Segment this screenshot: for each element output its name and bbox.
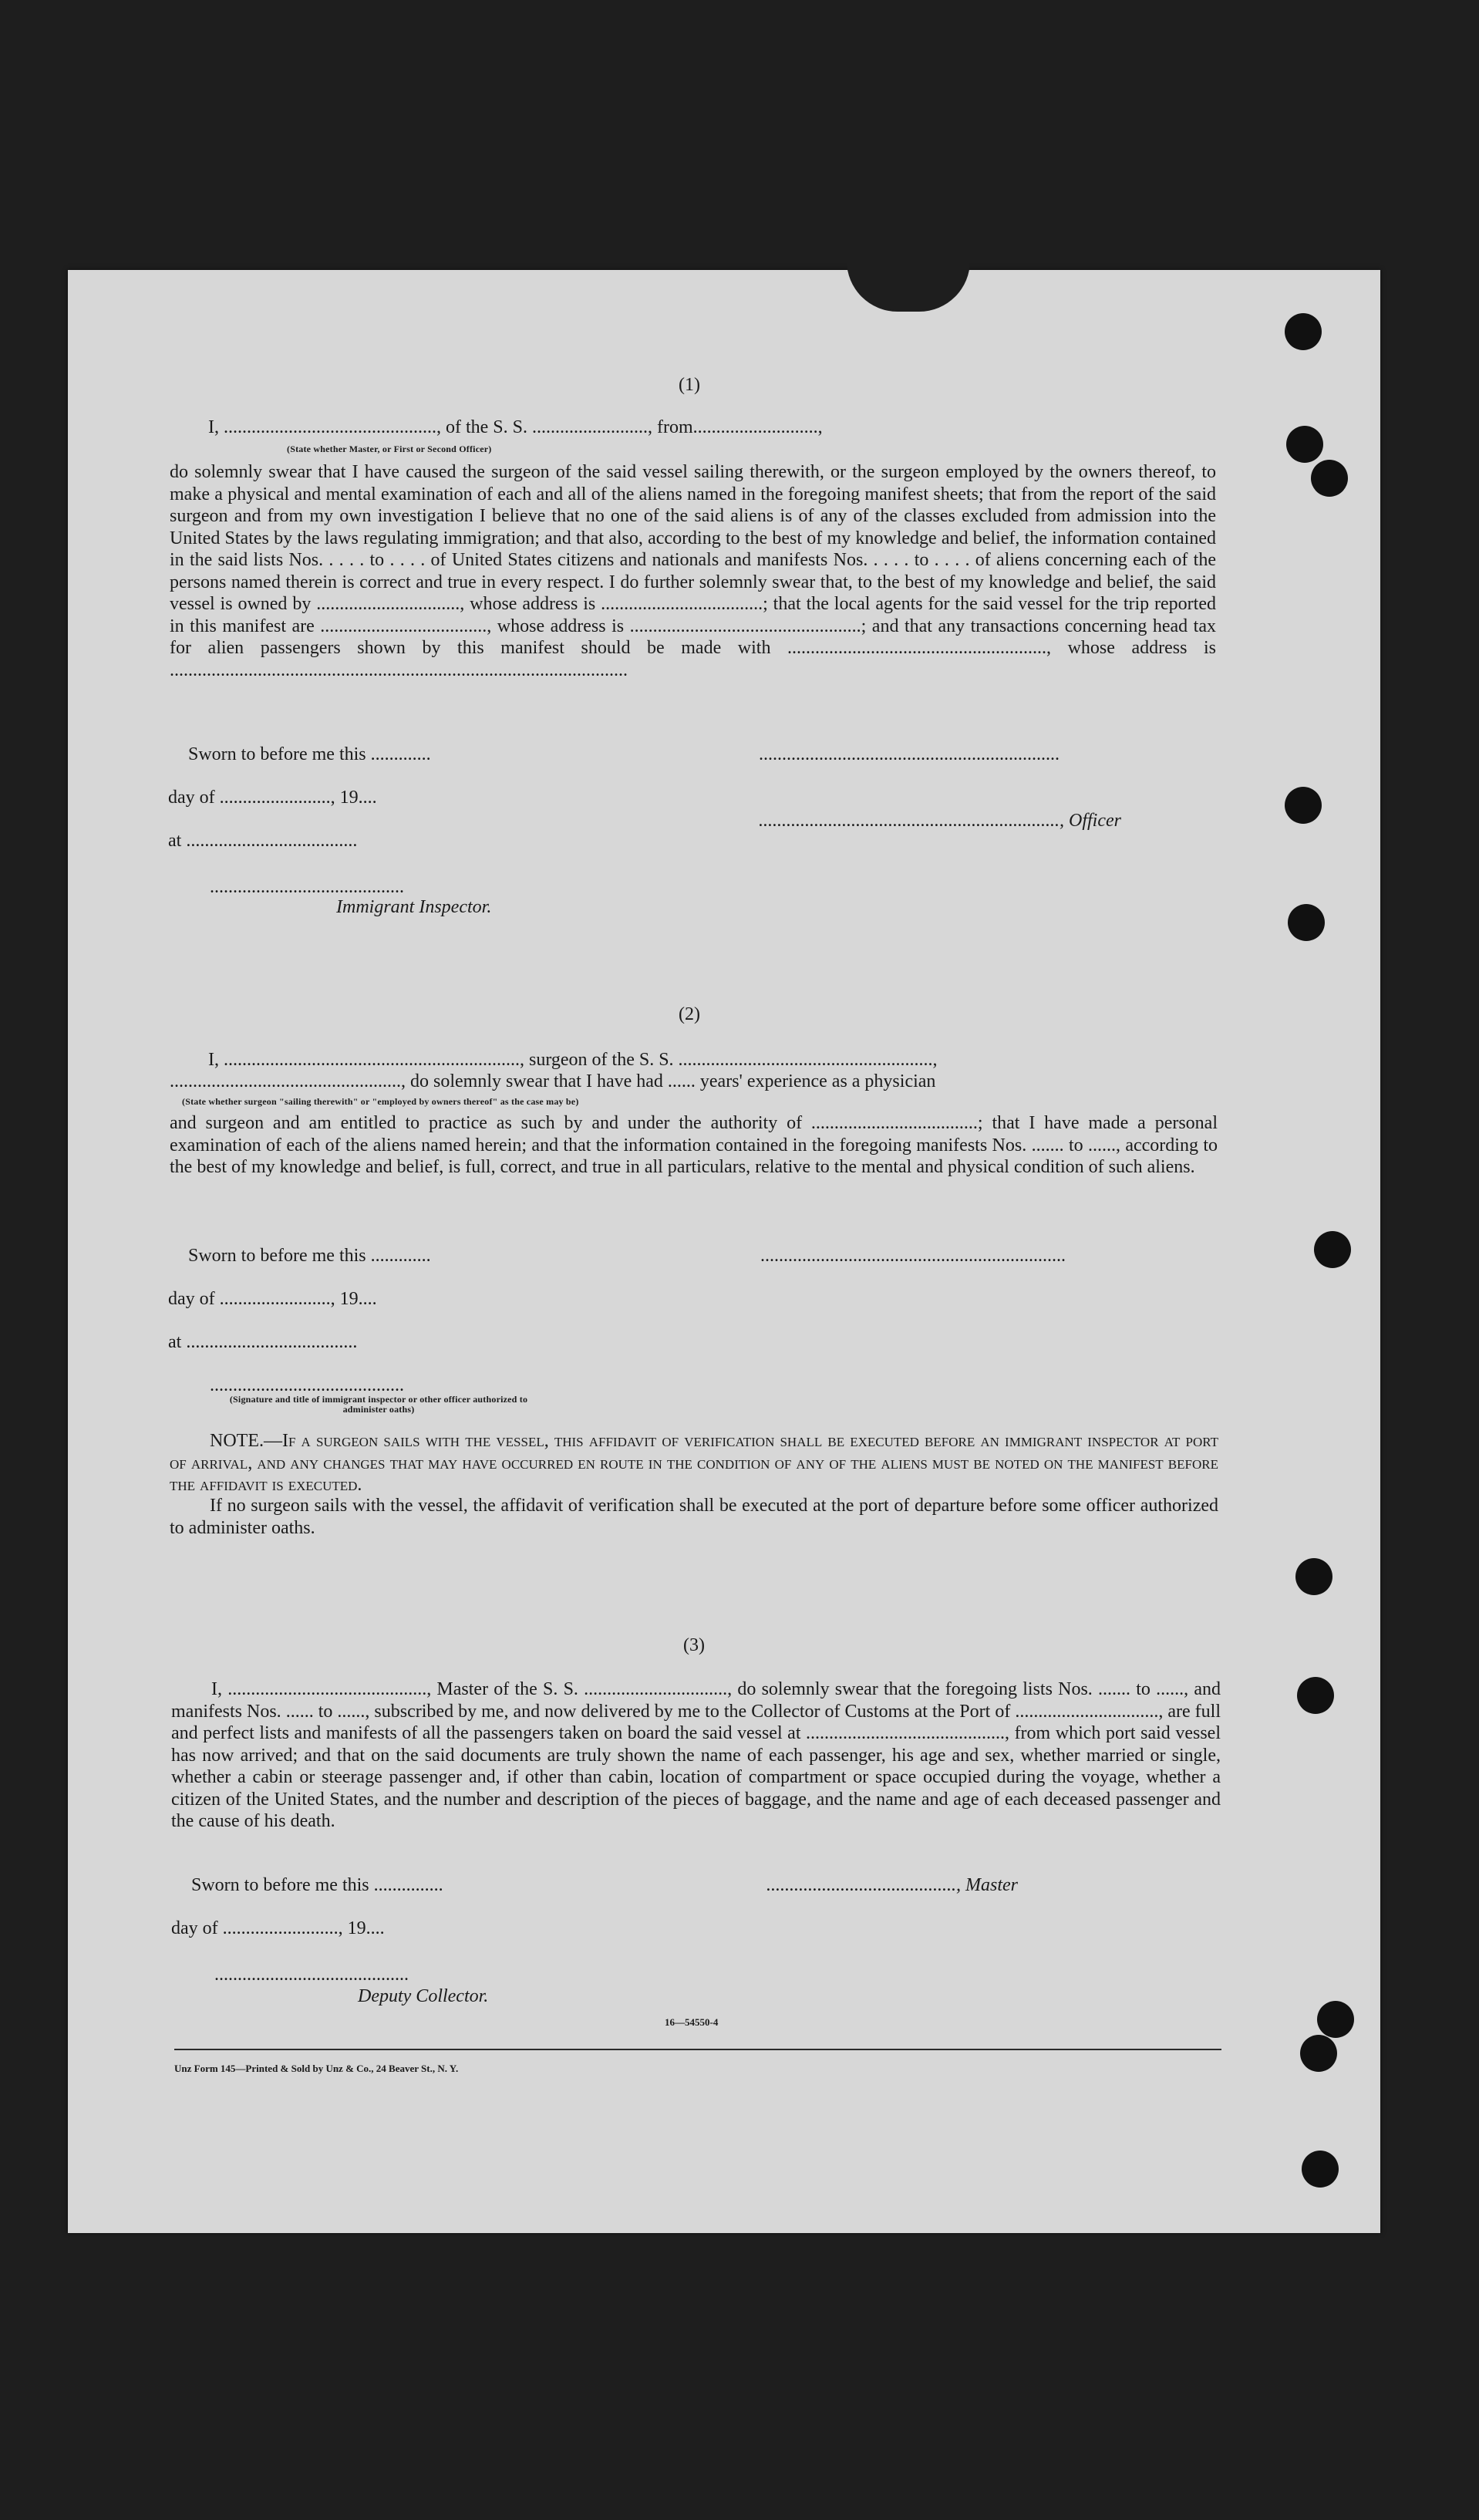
punch-hole-icon (1285, 787, 1322, 824)
punch-hole-icon (1297, 1677, 1334, 1714)
master-signature-line: ........................................., Master (766, 1875, 1018, 1895)
section-1-number: (1) (679, 375, 700, 395)
signature-title-note: (Signature and title of immigrant inspector or other officer authorized to administer oaths) (229, 1394, 528, 1415)
punch-hole-icon (1285, 313, 1322, 350)
footer-rule (174, 2049, 1221, 2050)
section-1-inspector-signature-line: .......................................... (210, 877, 404, 897)
form-code: 16—54550-4 (665, 2016, 719, 2028)
section-2-number: (2) (679, 1004, 700, 1024)
section-2-opening-line: I, ................................................................, surgeon of the S. S. ......................................................., (208, 1050, 938, 1070)
section-1-oath-text: do solemnly swear that I have caused the surgeon of the said vessel sailing therewith, or the surgeon employed by the owners thereof, to make a physical and mental examination of each and all of the aliens named in the foregoing manifest sheets; that from the report of the said surgeon and from my own investigation I believe that no one of the said aliens is of any of the classes excluded from admission into the United States by the laws regulating immigration; and that also, according to the best of my knowledge and belief, the information contained in the said lists Nos. . . . . to . . . . of United States citizens and nationals and manifests Nos. . . . . to . . . . of aliens concerning each of the persons named therein is correct and true in every respect. I do further solemnly swear that, to the best of my knowledge and belief, the said vessel is owned by ..............................., whose address is ...................................; that the local agents for the said vessel for the trip reported in this manifest are ...................................., whose address is ..................................................; and that any transactions concerning head tax for alien passengers shown by this manifest should be made with ........................................................, whose address is ................................................................................................... (170, 462, 1216, 680)
punch-hole-icon (1286, 426, 1323, 463)
punch-hole-icon (1302, 2151, 1339, 2188)
printer-footer: Unz Form 145—Printed & Sold by Unz & Co., 24 Beaver St., N. Y. (174, 2063, 459, 2074)
deputy-collector-label: Deputy Collector. (358, 1986, 489, 2006)
officer-signature-line: ................................................................., Officer (759, 811, 1121, 831)
section-2-second-line: .................................................., do solemnly swear that I have had ...... years' experience as a physician (170, 1071, 936, 1091)
section-3-sworn-line: Sworn to before me this ............... (191, 1875, 443, 1895)
section-1-opening-line: I, .............................................., of the S. S. ........................., from..........................., (208, 417, 823, 437)
punch-hole-icon (1314, 1231, 1351, 1268)
section-2-oath-text: and surgeon and am entitled to practice as such by and under the authority of ....................................; that I have made a personal examination of each of the aliens named herein; and that the information contained in the foregoing manifests Nos. ....... to ......, according to the best of my knowledge and belief, is full, correct, and true in all particulars, relative to the mental and physical condition of such aliens. (170, 1113, 1218, 1177)
section-1-sworn-line: Sworn to before me this ............. (188, 744, 431, 764)
punch-hole-icon (1317, 2001, 1354, 2038)
section-2-at-line: at ..................................... (168, 1332, 358, 1352)
punch-hole-icon (1295, 1558, 1332, 1595)
punch-hole-icon (1311, 460, 1348, 497)
section-3-number: (3) (683, 1635, 705, 1655)
immigrant-inspector-label: Immigrant Inspector. (336, 897, 492, 917)
surgeon-note-paragraph: NOTE.—If a surgeon sails with the vessel, this affidavit of verification shall be executed before an immigrant inspector at port of arrival, and any changes that may have occurred en route in the condition of any of the aliens must be noted on the manifest before the affidavit is executed. (170, 1431, 1218, 1495)
no-surgeon-note-paragraph: If no surgeon sails with the vessel, the affidavit of verification shall be executed at the port of departure before some officer authorized to administer oaths. (170, 1496, 1218, 1538)
section-3-collector-signature-line: .......................................... (214, 1965, 409, 1985)
section-3-day-line: day of ........................., 19.... (171, 1918, 385, 1938)
surgeon-signature-line: .................................................................. (760, 1246, 1066, 1266)
section-2-officer-signature-line: .......................................... (210, 1375, 404, 1395)
section-2-day-line: day of ........................, 19.... (168, 1289, 377, 1309)
punch-hole-icon (1300, 2035, 1337, 2072)
officer-type-note: (State whether Master, or First or Second Officer) (287, 444, 492, 454)
section-1-day-line: day of ........................, 19.... (168, 788, 377, 808)
section-1-at-line: at ..................................... (168, 831, 358, 851)
section-2-sworn-line: Sworn to before me this ............. (188, 1246, 431, 1266)
section-3-oath-text: I, ..........................................., Master of the S. S. ..............................., do solemnly swear that the foregoing lists Nos. ....... to ......, and manifests Nos. ...... to ......, subscribed by me, and now delivered by me to the Collector of Customs at the Port of ..............................., are full and perfect lists and manifests of all the passengers taken on board the said vessel at ..........................................., from which port said vessel has now arrived; and that on the said documents are truly shown the name of each passenger, his age and sex, whether married or single, whether a cabin or steerage passenger and, if other than cabin, location of compartment or space occupied during the voyage, whether a citizen of the United States, and the number and description of the pieces of baggage, and the name and age of each deceased passenger and the cause of his death. (171, 1679, 1221, 1831)
punch-hole-icon (1288, 904, 1325, 941)
surgeon-type-note: (State whether surgeon "sailing therewith" or "employed by owners thereof" as the case may be) (182, 1096, 579, 1107)
section-1-top-signature-line: ................................................................. (759, 744, 1060, 764)
